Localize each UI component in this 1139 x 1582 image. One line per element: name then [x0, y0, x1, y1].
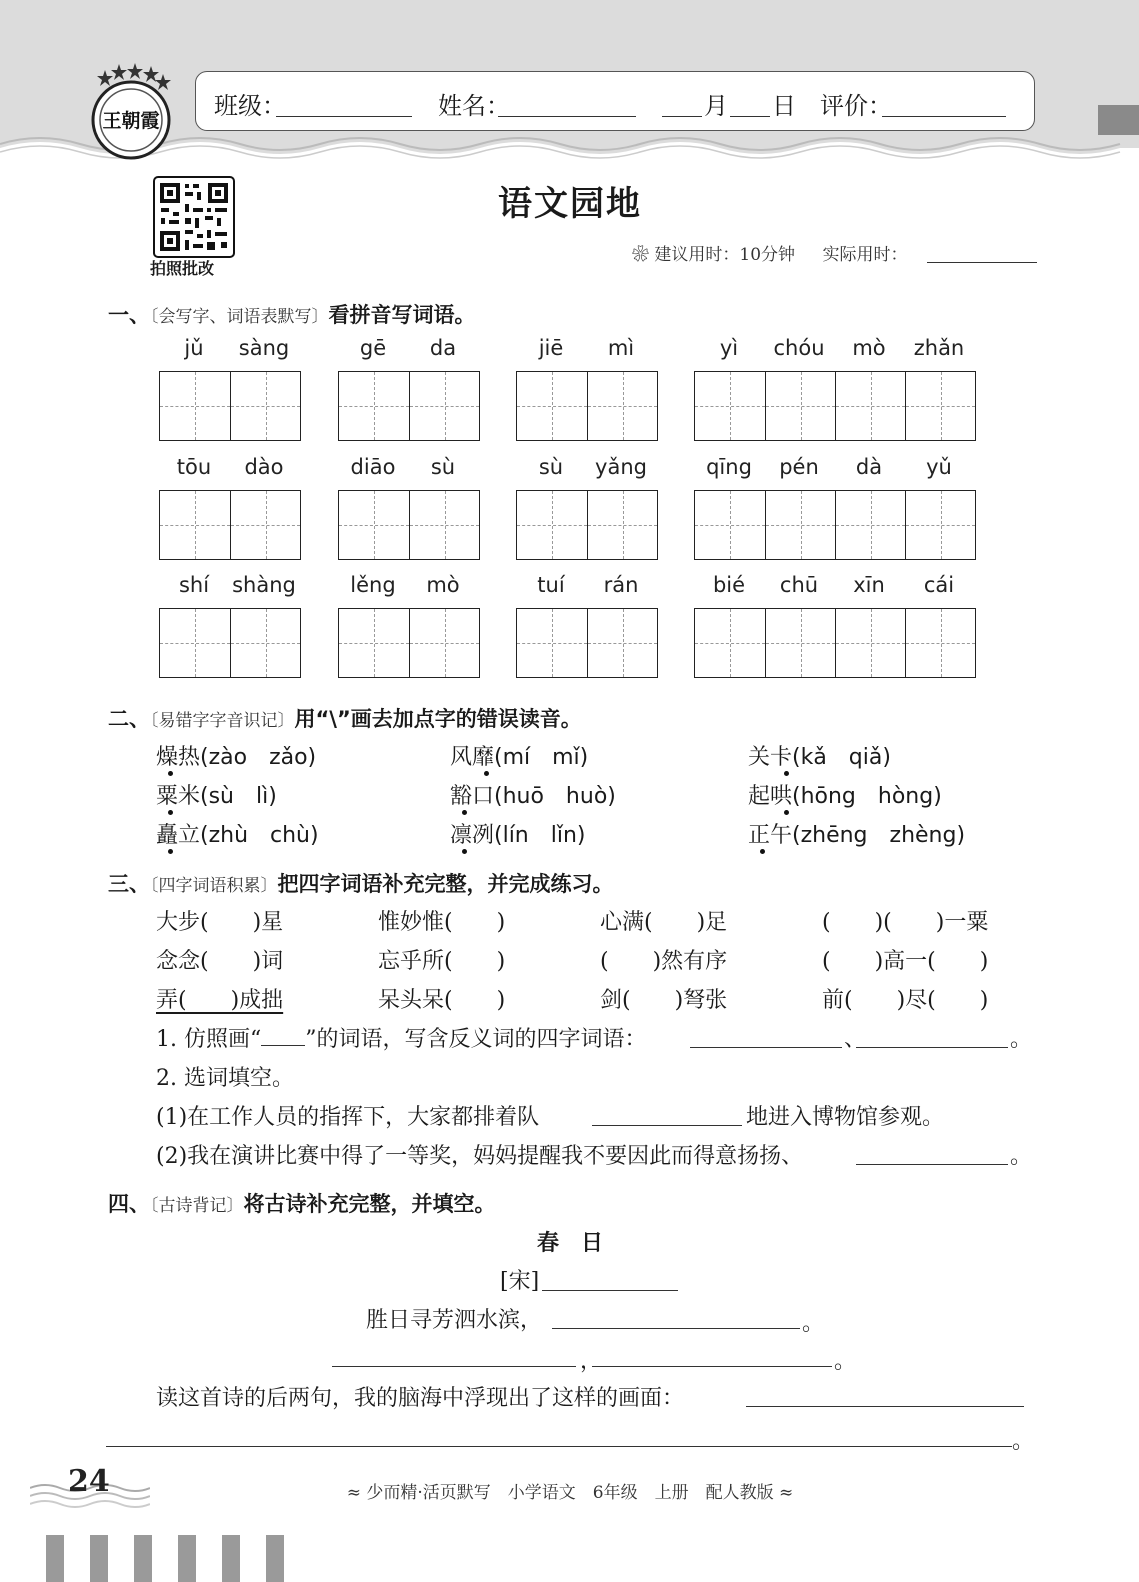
writing-cell[interactable]	[587, 609, 657, 677]
idiom-item-underlined[interactable]: 弄( )成拙	[156, 988, 284, 1013]
poem-blank-1[interactable]	[552, 1328, 800, 1329]
fill-blank-field[interactable]	[592, 1125, 742, 1126]
pinyin-syllable: bié	[712, 573, 746, 597]
section-2-heading: 二、〔易错字字音识记〕用“\”画去加点字的错误读音。	[108, 707, 582, 731]
period: 。	[802, 1311, 825, 1336]
emphasis-dot	[462, 810, 467, 815]
writing-cell[interactable]	[517, 609, 587, 677]
eval-field[interactable]	[882, 116, 1006, 117]
idiom-item[interactable]: ( )( )一粟	[822, 910, 989, 935]
page-number: 24	[68, 1464, 110, 1499]
pinyin-syllable: yǎng	[595, 455, 647, 479]
qr-code-icon[interactable]	[153, 176, 235, 258]
character-grid	[694, 371, 976, 441]
name-field[interactable]	[498, 116, 636, 117]
pronunciation-item[interactable]: 矗立(zhù chù)	[156, 823, 319, 848]
writing-cell[interactable]	[905, 491, 975, 559]
pinyin-syllable: tōu	[176, 455, 212, 479]
pinyin-syllable: chóu	[773, 336, 825, 360]
pinyin-syllable: dà	[855, 455, 883, 479]
character-grid	[694, 490, 976, 560]
day-label: 日	[772, 92, 796, 120]
pinyin-syllable: lěng	[350, 573, 396, 597]
character-grid	[159, 608, 301, 678]
question-2-2-text: (2)我在演讲比赛中得了一等奖，妈妈提醒我不要因此而得意扬扬、	[156, 1144, 804, 1169]
footer-stripe	[90, 1535, 108, 1582]
writing-cell[interactable]	[587, 372, 657, 440]
pinyin-syllable: qīng	[706, 455, 752, 479]
poem-dynasty: [宋]	[500, 1269, 540, 1294]
writing-cell[interactable]	[695, 491, 765, 559]
writing-cell[interactable]	[765, 491, 835, 559]
pinyin-syllable: gē	[359, 336, 387, 360]
class-field[interactable]	[276, 116, 412, 117]
pinyin-syllable: diāo	[350, 455, 396, 479]
poet-name-field[interactable]	[542, 1290, 678, 1291]
question-2: 2. 选词填空。	[156, 1066, 294, 1091]
poem-blank-3[interactable]	[592, 1366, 832, 1367]
pronunciation-item[interactable]: 关卡(kǎ qiǎ)	[748, 745, 891, 770]
writing-cell[interactable]	[339, 491, 409, 559]
student-info-box	[195, 71, 1035, 131]
day-field[interactable]	[730, 116, 770, 117]
fill-blank-field[interactable]	[856, 1164, 1008, 1165]
pinyin-syllable: da	[429, 336, 457, 360]
footer-stripe	[134, 1535, 152, 1582]
idiom-item[interactable]: 惟妙惟( )	[378, 910, 506, 935]
pinyin-syllable: mò	[852, 336, 886, 360]
idiom-item[interactable]: 呆头呆( )	[378, 988, 506, 1013]
pinyin-syllable: sù	[538, 455, 564, 479]
writing-cell[interactable]	[835, 609, 905, 677]
poem-blank-2[interactable]	[332, 1366, 576, 1367]
writing-cell[interactable]	[230, 491, 300, 559]
writing-cell[interactable]	[835, 491, 905, 559]
question-2-1-text: (1)在工作人员的指挥下，大家都排着队	[156, 1105, 540, 1130]
writing-cell[interactable]	[587, 491, 657, 559]
period: 。	[1012, 1429, 1035, 1454]
writing-cell[interactable]	[905, 609, 975, 677]
underline-sample	[261, 1027, 305, 1046]
actual-time-label: 实际用时：	[822, 245, 908, 265]
idiom-item[interactable]: ( )高一( )	[822, 949, 989, 974]
pronunciation-item[interactable]: 豁口(huō huò)	[450, 784, 616, 809]
writing-cell[interactable]	[517, 491, 587, 559]
pinyin-syllable: sù	[430, 455, 456, 479]
comma: ，	[580, 1349, 603, 1374]
page-title: 语文园地	[498, 184, 642, 224]
writing-cell[interactable]	[230, 372, 300, 440]
pinyin-syllable: jǔ	[184, 336, 204, 360]
pinyin-syllable: mò	[426, 573, 460, 597]
writing-cell[interactable]	[409, 609, 479, 677]
pinyin-syllable: zhǎn	[913, 336, 965, 360]
side-tab	[1098, 105, 1139, 135]
pinyin-syllable: pén	[779, 455, 819, 479]
antonym-idiom-field-1[interactable]	[690, 1047, 842, 1048]
writing-cell[interactable]	[339, 372, 409, 440]
emphasis-dot	[784, 771, 789, 776]
writing-cell[interactable]	[517, 372, 587, 440]
character-grid	[516, 608, 658, 678]
period: 。	[834, 1349, 857, 1374]
qr-label: 拍照批改	[150, 259, 215, 278]
emphasis-dot	[484, 771, 489, 776]
section-4-heading: 四、〔古诗背记〕将古诗补充完整，并填空。	[108, 1192, 496, 1216]
emphasis-dot	[784, 810, 789, 815]
pronunciation-item[interactable]: 起哄(hōng hòng)	[748, 784, 942, 809]
idiom-item[interactable]: 大步( )星	[156, 910, 284, 935]
poem-question: 读这首诗的后两句，我的脑海中浮现出了这样的画面：	[156, 1386, 685, 1411]
writing-cell[interactable]	[160, 372, 230, 440]
pronunciation-item[interactable]: 凛冽(lín lǐn)	[450, 823, 586, 848]
pinyin-syllable: yǔ	[926, 455, 952, 479]
idiom-item[interactable]: 念念( )词	[156, 949, 284, 974]
character-grid	[516, 371, 658, 441]
writing-cell[interactable]	[905, 372, 975, 440]
footer-stripe	[222, 1535, 240, 1582]
character-grid	[694, 608, 976, 678]
footer-text: ≈ 少而精·活页默写 小学语文 6年级 上册 配人教版 ≈	[346, 1483, 794, 1503]
idiom-item[interactable]: 忘乎所( )	[378, 949, 506, 974]
pinyin-syllable: shàng	[232, 573, 296, 597]
writing-cell[interactable]	[695, 609, 765, 677]
month-field[interactable]	[662, 116, 702, 117]
character-grid	[159, 490, 301, 560]
name-label: 姓名：	[438, 92, 510, 120]
month-label: 月	[704, 92, 728, 120]
class-label: 班级：	[214, 92, 286, 120]
pinyin-syllable: xīn	[853, 573, 885, 597]
character-grid	[338, 490, 480, 560]
logo-text: 王朝霞	[102, 110, 160, 132]
clock-icon: ❀	[632, 245, 649, 265]
idiom-item[interactable]: ( )然有序	[600, 949, 728, 974]
emphasis-dot	[760, 849, 765, 854]
idiom-item[interactable]: 前( )尽( )	[822, 988, 989, 1013]
pronunciation-item[interactable]: 粟米(sù lì)	[156, 784, 277, 809]
pinyin-syllable: jiē	[538, 336, 564, 360]
character-grid	[338, 608, 480, 678]
pinyin-syllable: shí	[178, 573, 210, 597]
writing-cell[interactable]	[409, 491, 479, 559]
footer-stripe	[46, 1535, 64, 1582]
character-grid	[159, 371, 301, 441]
poem-line-1: 胜日寻芳泗水滨，	[366, 1308, 543, 1333]
emphasis-dot	[462, 849, 467, 854]
writing-cell[interactable]	[765, 372, 835, 440]
time-info	[632, 240, 907, 265]
separator: 、	[844, 1027, 867, 1052]
pinyin-syllable: cái	[923, 573, 955, 597]
writing-cell[interactable]	[835, 372, 905, 440]
pinyin-syllable: dào	[244, 455, 284, 479]
idiom-item[interactable]: 剑( )弩张	[600, 988, 728, 1013]
section-1-heading: 一、〔会写字、词语表默写〕看拼音写词语。	[108, 303, 476, 327]
writing-cell[interactable]	[230, 609, 300, 677]
character-grid	[338, 371, 480, 441]
emphasis-dot	[168, 849, 173, 854]
writing-cell[interactable]	[409, 372, 479, 440]
pinyin-syllable: rán	[603, 573, 639, 597]
section-3-heading: 三、〔四字词语积累〕把四字词语补充完整，并完成练习。	[108, 872, 614, 896]
question-1: 1. 仿照画“ ”的词语，写含反义词的四字词语：	[156, 1027, 647, 1052]
writing-cell[interactable]	[160, 491, 230, 559]
suggested-time: 建议用时：10分钟	[654, 245, 796, 265]
pinyin-syllable: chū	[779, 573, 819, 597]
pronunciation-item[interactable]: 燥热(zào zǎo)	[156, 745, 317, 770]
answer-field-line-1[interactable]	[746, 1406, 1024, 1407]
period: 。	[1010, 1144, 1033, 1169]
footer-stripe	[266, 1535, 284, 1582]
writing-cell[interactable]	[695, 372, 765, 440]
pinyin-syllable: yì	[719, 336, 739, 360]
writing-cell[interactable]	[339, 609, 409, 677]
pronunciation-item[interactable]: 正午(zhēng zhèng)	[748, 823, 966, 848]
pronunciation-item[interactable]: 风靡(mí mǐ)	[450, 745, 589, 770]
emphasis-dot	[168, 810, 173, 815]
pinyin-syllable: mì	[607, 336, 635, 360]
antonym-idiom-field-2[interactable]	[856, 1047, 1008, 1048]
emphasis-dot	[168, 771, 173, 776]
eval-label: 评价：	[820, 92, 892, 120]
character-grid	[516, 490, 658, 560]
writing-cell[interactable]	[765, 609, 835, 677]
brand-logo	[85, 62, 177, 160]
writing-cell[interactable]	[160, 609, 230, 677]
period: 。	[1010, 1027, 1033, 1052]
pinyin-syllable: tuí	[537, 573, 565, 597]
question-2-1-text-end: 地进入博物馆参观。	[746, 1105, 945, 1130]
actual-time-field[interactable]	[927, 262, 1037, 263]
pinyin-syllable: sàng	[238, 336, 290, 360]
idiom-item[interactable]: 心满( )足	[600, 910, 728, 935]
answer-field-line-2[interactable]	[106, 1446, 1012, 1447]
footer-stripe	[178, 1535, 196, 1582]
poem-title: 春 日	[536, 1231, 603, 1256]
